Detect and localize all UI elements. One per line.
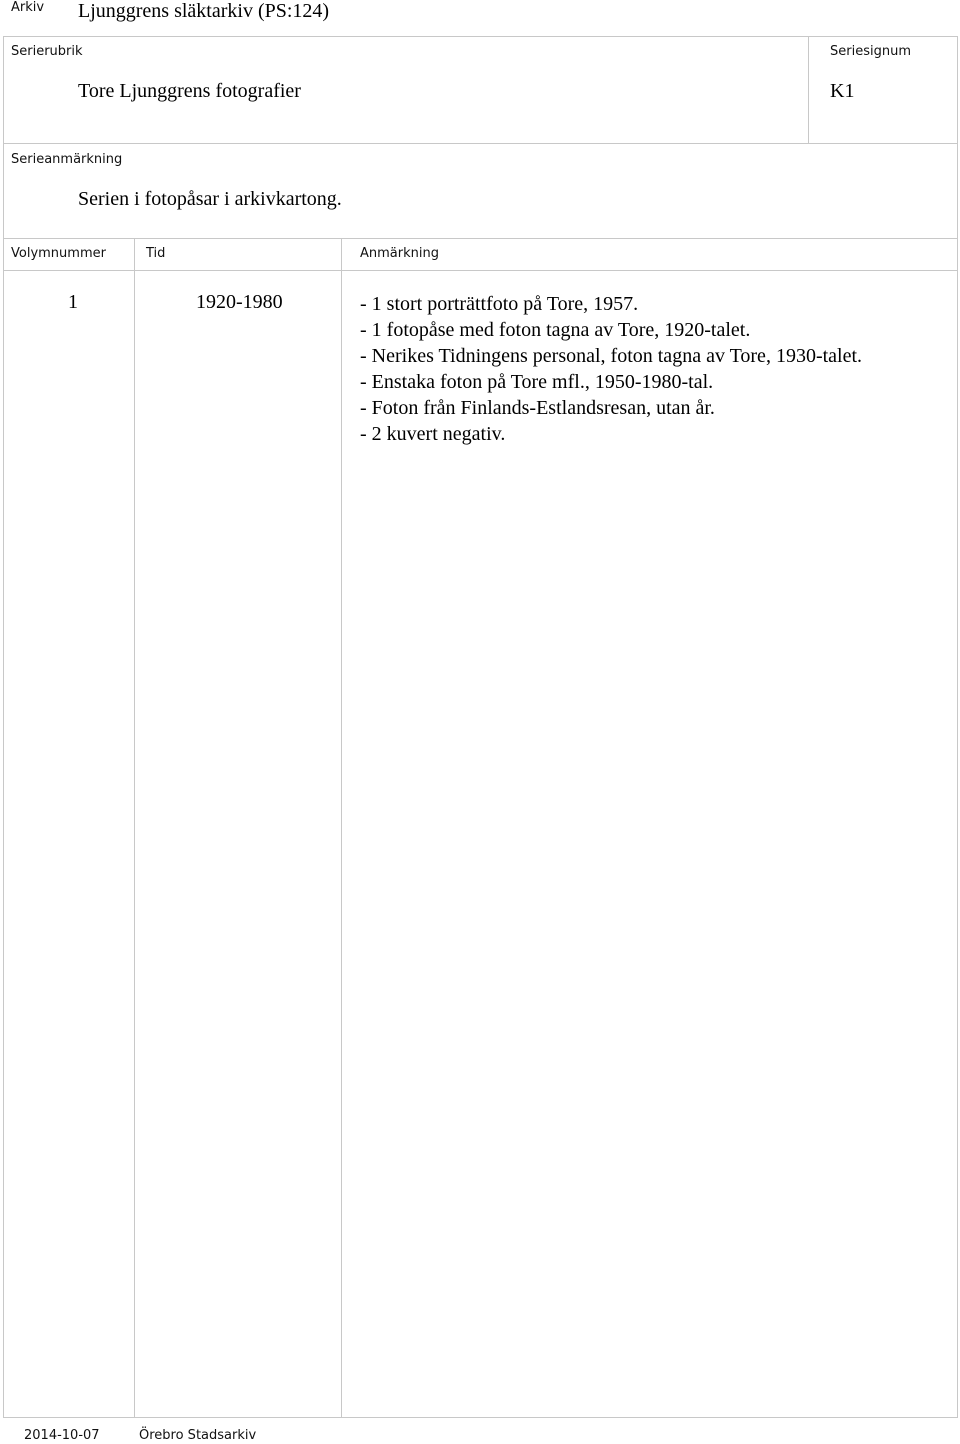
serieanmarkning-value: Serien i fotopåsar i arkivkartong.: [78, 188, 342, 210]
serieanmarkning-label: Serieanmärkning: [11, 152, 123, 167]
rubrik-bottom-line: [3, 143, 958, 144]
seriesignum-label: Seriesignum: [830, 44, 911, 59]
list-item: - 2 kuvert negativ.: [360, 423, 506, 445]
column-header-bottom-line: [3, 270, 958, 271]
column-header-anmarkning: Anmärkning: [360, 246, 439, 261]
list-item: - Nerikes Tidningens personal, foton tagna av Tore, 1930-talet.: [360, 345, 863, 367]
anm-bottom-line: [3, 238, 958, 239]
table-cell-anmarkning: [360, 291, 862, 447]
list-item: - 1 fotopåse med foton tagna av Tore, 1920-talet.: [360, 319, 751, 341]
signum-divider: [808, 36, 809, 144]
frame-left-line: [3, 36, 4, 1418]
footer-date: 2014-10-07: [24, 1428, 100, 1443]
seriesignum-value: K1: [830, 80, 855, 102]
header-top-line: [3, 36, 958, 37]
column-divider-1: [134, 238, 135, 1418]
frame-right-line: [957, 36, 958, 1418]
list-item: - Enstaka foton på Tore mfl., 1950-1980-tal.: [360, 371, 714, 393]
column-header-tid: Tid: [146, 246, 166, 261]
list-item: - Foton från Finlands-Estlandsresan, utan år.: [360, 397, 715, 419]
table-cell-volymnummer: 1: [68, 291, 78, 313]
list-item: - 1 stort porträttfoto på Tore, 1957.: [360, 293, 639, 315]
serierubrik-label: Serierubrik: [11, 44, 83, 59]
archive-title: Ljunggrens släktarkiv (PS:124): [78, 0, 330, 22]
table-cell-tid: 1920-1980: [196, 291, 283, 313]
table-bottom-line: [3, 1417, 958, 1418]
serierubrik-value: Tore Ljunggrens fotografier: [78, 80, 301, 102]
column-divider-2: [341, 238, 342, 1418]
arkiv-label: Arkiv: [11, 0, 45, 15]
footer-organization: Örebro Stadsarkiv: [139, 1428, 257, 1443]
column-header-volymnummer: Volymnummer: [11, 246, 106, 261]
